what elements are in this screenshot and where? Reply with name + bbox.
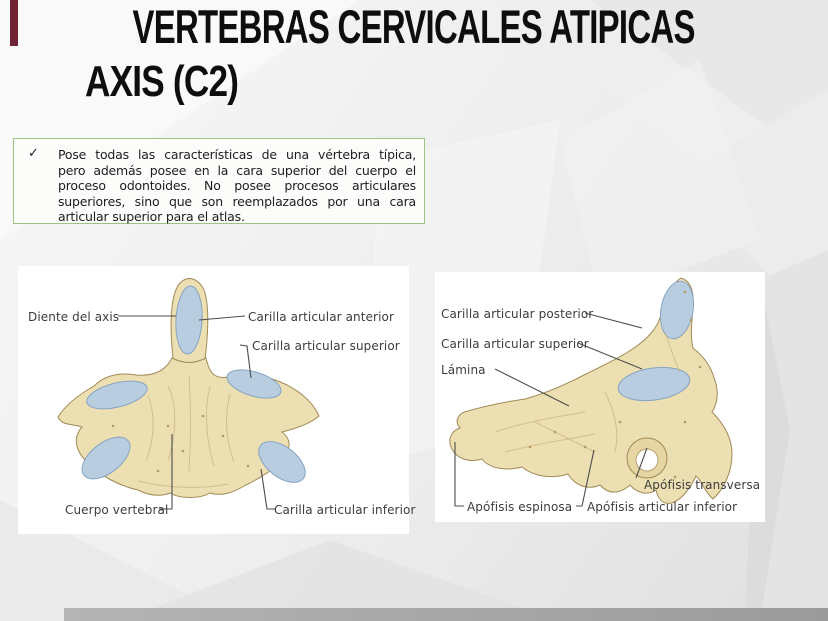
label-cuerpo-vertebral: Cuerpo vertebral [65, 503, 169, 517]
checkmark-icon: ✓ [28, 146, 39, 161]
figure-lateral-view [435, 272, 765, 522]
note-line: proceso odontoides. No posee procesos articulares [58, 178, 416, 194]
label-carilla-articular-superior: Carilla articular superior [252, 339, 400, 353]
label-apofisis-transversa: Apófisis transversa [644, 478, 761, 492]
label-apofisis-espinosa: Apófisis espinosa [467, 500, 573, 514]
bottom-gray-bar [64, 608, 828, 621]
page-title-text: VERTEBRAS CERVICALES ATIPICAS [132, 0, 696, 53]
label-carilla-articular-anterior: Carilla articular anterior [248, 310, 394, 324]
note-line: pero además posee en la cara superior del cuerpo el [58, 162, 416, 178]
figure-anterior-view [18, 266, 416, 534]
label-lamina: Lámina [441, 363, 486, 377]
label-apofisis-articular-inferior: Apófisis articular inferior [587, 500, 738, 514]
page-subtitle [85, 57, 276, 106]
label-diente-del-axis: Diente del axis [28, 310, 120, 324]
anterior-view-illustration [18, 266, 409, 534]
note-box [13, 138, 425, 224]
page-title [0, 0, 828, 53]
label-carilla-articular-posterior: Carilla articular posterior [441, 307, 594, 321]
label-carilla-articular-superior-lateral: Carilla articular superior [441, 337, 589, 351]
note-line: Pose todas las características de una vértebra típica, [58, 147, 416, 162]
label-carilla-articular-inferior: Carilla articular inferior [274, 503, 416, 517]
page-subtitle-text: AXIS (C2) [85, 57, 239, 106]
note-line: superiores, sino que son reemplazados por una cara [58, 193, 416, 209]
note-line: articular superior para el atlas. [58, 209, 245, 225]
note-text [58, 147, 416, 225]
